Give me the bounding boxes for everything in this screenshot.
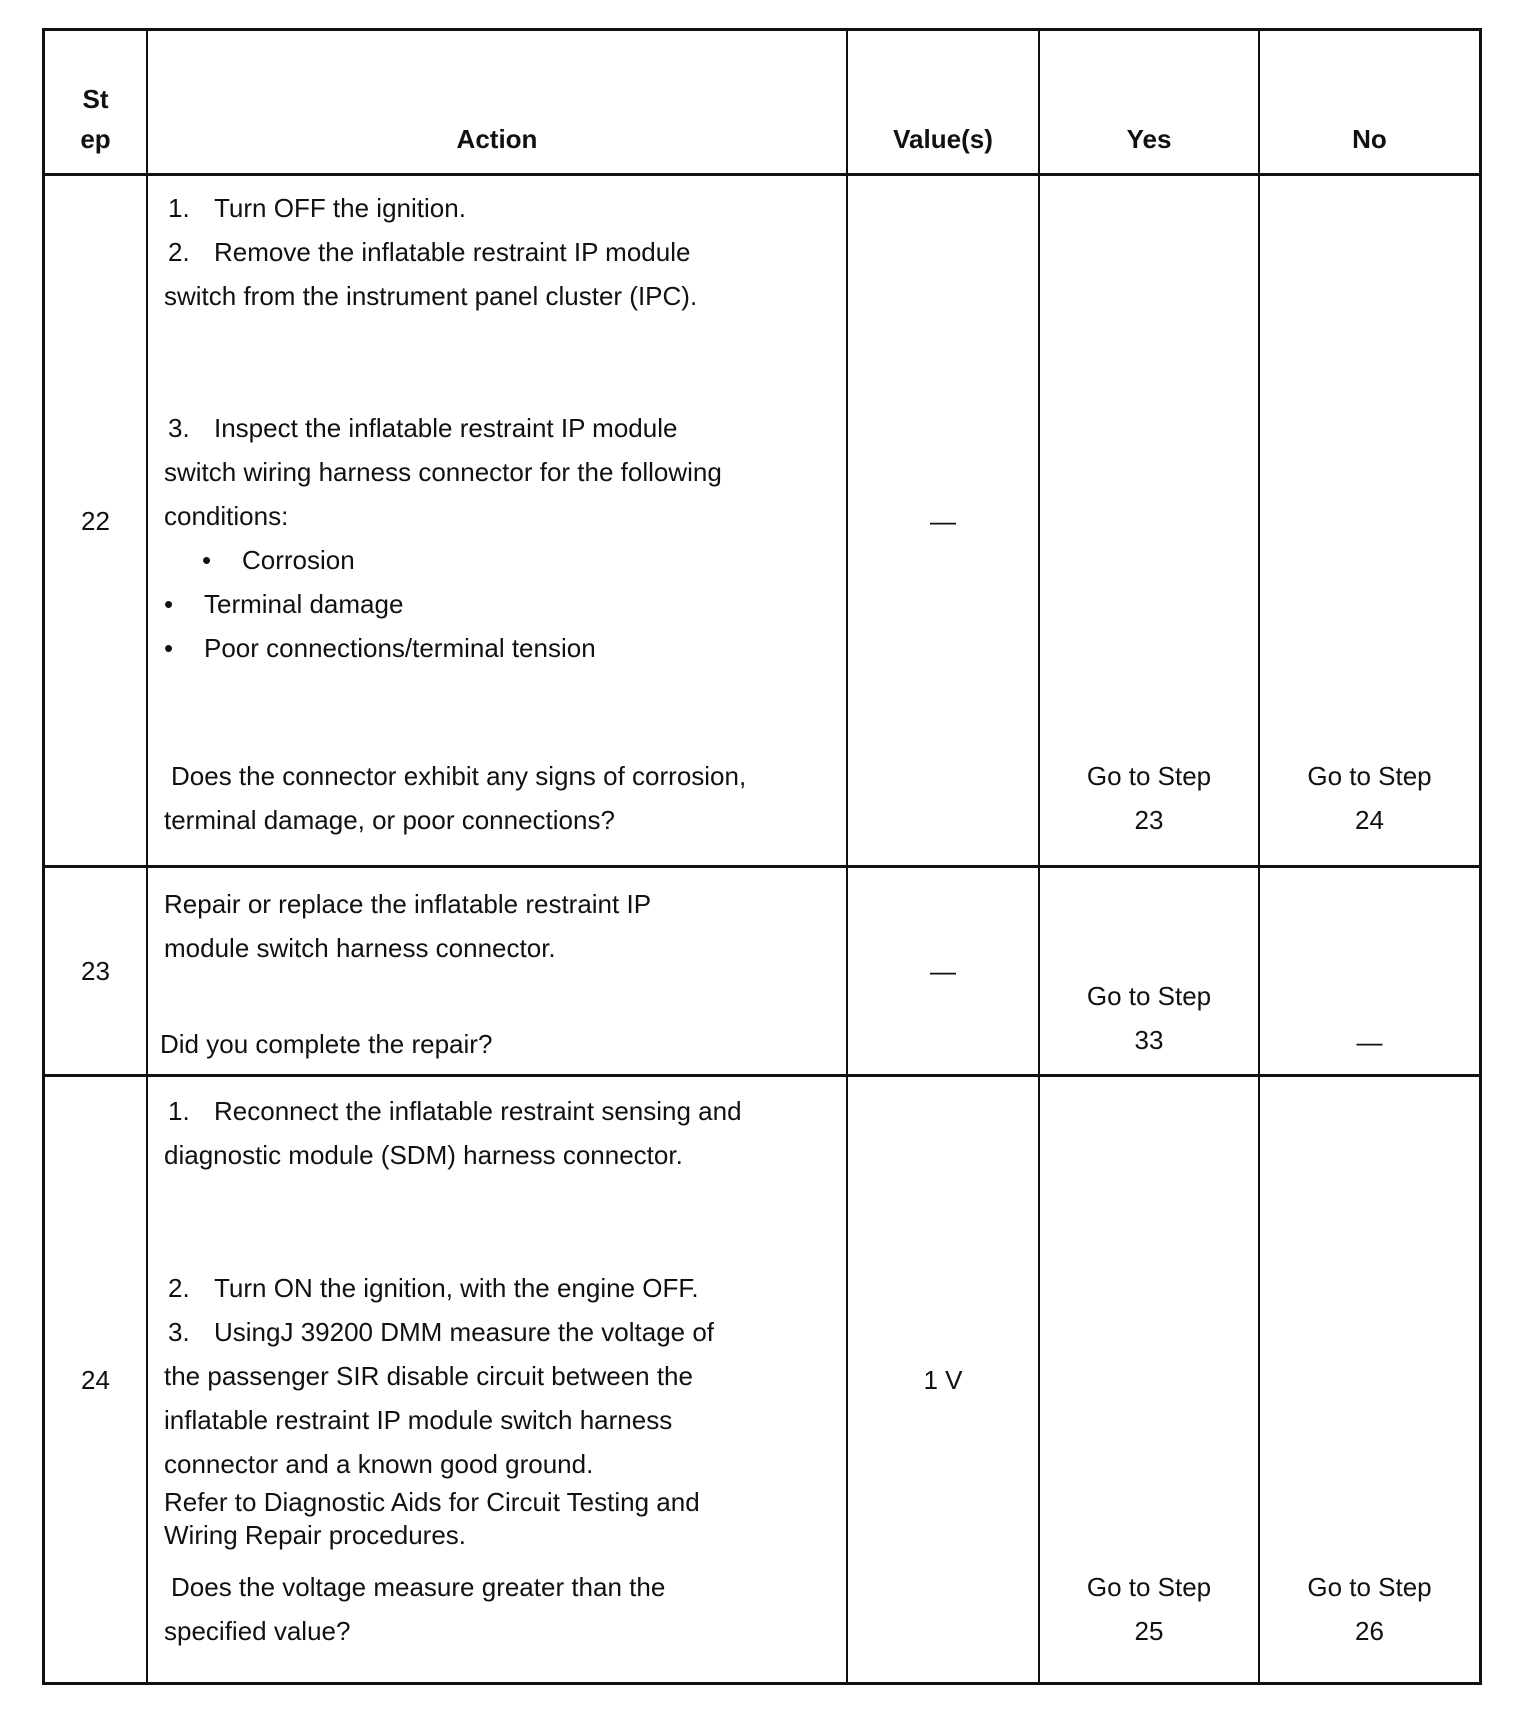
value-cell [848, 868, 1040, 1074]
action-question-cont: specified value? [164, 1616, 351, 1646]
bullet-text: Poor connections/terminal tension [204, 633, 596, 663]
value-text: — [930, 505, 956, 536]
yes-cell [1040, 868, 1260, 1074]
action-item-3-cont: switch wiring harness connector for the following [164, 457, 722, 487]
no-value: — [1356, 1027, 1383, 1057]
action-note-cont: Wiring Repair procedures. [164, 1520, 467, 1550]
item-text: Inspect the inflatable restraint IP module [214, 413, 678, 443]
item-text: Remove the inflatable restraint IP module [214, 237, 691, 267]
action-item-3-cont: the passenger SIR disable circuit between the [164, 1361, 693, 1391]
table-row-step-23 [45, 868, 1479, 1077]
yes-goto-step: 33 [1134, 1025, 1164, 1055]
action-item-1 [164, 1089, 742, 1133]
action-note: Refer to Diagnostic Aids for Circuit Testing and [164, 1487, 700, 1517]
bullet-text: Corrosion [242, 545, 355, 575]
no-goto-step: 24 [1355, 805, 1384, 835]
header-values [848, 31, 1040, 173]
step-number: 24 [81, 1364, 110, 1395]
table-header-row [45, 31, 1479, 176]
table-row-step-24 [45, 1077, 1479, 1682]
item-text: Reconnect the inflatable restraint sensing and [214, 1096, 742, 1126]
item-text: Turn OFF the ignition. [214, 193, 466, 223]
action-item-3-cont: inflatable restraint IP module switch harness [164, 1405, 673, 1435]
item-number: 2. [168, 1273, 190, 1303]
item-number: 3. [168, 413, 190, 443]
item-number: 1. [168, 1096, 190, 1126]
action-question: Does the connector exhibit any signs of corrosion, [171, 761, 747, 791]
header-step-line2: ep [80, 124, 111, 154]
table-row-step-22 [45, 176, 1479, 868]
bullet-text: Terminal damage [204, 589, 404, 619]
no-cell [1260, 1077, 1479, 1682]
action-cell [148, 868, 848, 1074]
bullet-icon: • [164, 589, 174, 619]
action-text-cont: module switch harness connector. [164, 933, 556, 963]
yes-goto-label: Go to Step [1086, 981, 1212, 1011]
action-cell [148, 1077, 848, 1682]
action-item-2-cont: switch from the instrument panel cluster (IPC). [164, 281, 698, 311]
action-item-2 [164, 1266, 699, 1310]
no-cell [1260, 176, 1479, 865]
value-text: 1 V [923, 1364, 963, 1395]
no-goto-label: Go to Step [1307, 1572, 1432, 1602]
step-cell [45, 868, 148, 1074]
no-cell [1260, 868, 1479, 1074]
yes-goto-step: 23 [1134, 805, 1164, 835]
bullet-item [164, 626, 596, 670]
header-action-label: Action [456, 124, 538, 154]
header-values-label: Value(s) [893, 124, 993, 154]
action-item-3 [164, 406, 677, 450]
action-question-cont: terminal damage, or poor connections? [164, 805, 615, 835]
item-number: 3. [168, 1317, 190, 1347]
action-cell [148, 176, 848, 865]
header-step-line1: St [82, 84, 109, 114]
step-cell [45, 1077, 148, 1682]
action-item-2 [164, 230, 690, 274]
action-item-3-cont: connector and a known good ground. [164, 1449, 594, 1479]
header-yes [1040, 31, 1260, 173]
yes-goto-label: Go to Step [1086, 1572, 1212, 1602]
bullet-icon: • [164, 633, 174, 663]
bullet-icon: • [202, 545, 212, 575]
yes-goto-label: Go to Step [1086, 761, 1212, 791]
bullet-item [164, 582, 403, 626]
item-number: 2. [168, 237, 190, 267]
yes-goto-step: 25 [1134, 1616, 1164, 1646]
value-cell [848, 1077, 1040, 1682]
step-cell [45, 176, 148, 865]
item-number: 1. [168, 193, 190, 223]
action-question: Did you complete the repair? [160, 1029, 493, 1059]
bullet-item [202, 538, 355, 582]
action-item-1-cont: diagnostic module (SDM) harness connector. [164, 1140, 683, 1170]
header-step [45, 31, 148, 173]
action-text: Repair or replace the inflatable restraint IP [164, 889, 652, 919]
header-yes-label: Yes [1126, 124, 1172, 154]
value-text: — [930, 956, 956, 986]
header-no-label: No [1352, 124, 1387, 154]
item-text: Turn ON the ignition, with the engine OFF. [214, 1273, 699, 1303]
action-item-3-cont: conditions: [164, 501, 289, 531]
yes-cell [1040, 1077, 1260, 1682]
step-number: 22 [81, 505, 110, 536]
action-question: Does the voltage measure greater than the [171, 1572, 666, 1602]
action-item-1 [164, 186, 466, 230]
no-goto-step: 26 [1355, 1616, 1384, 1646]
header-action [148, 31, 848, 173]
diagnostic-table [42, 28, 1482, 1685]
no-goto-label: Go to Step [1307, 761, 1432, 791]
value-cell [848, 176, 1040, 865]
yes-cell [1040, 176, 1260, 865]
header-no [1260, 31, 1479, 173]
item-text: UsingJ 39200 DMM measure the voltage of [214, 1317, 715, 1347]
step-number: 23 [81, 956, 110, 986]
action-item-3 [164, 1310, 714, 1354]
